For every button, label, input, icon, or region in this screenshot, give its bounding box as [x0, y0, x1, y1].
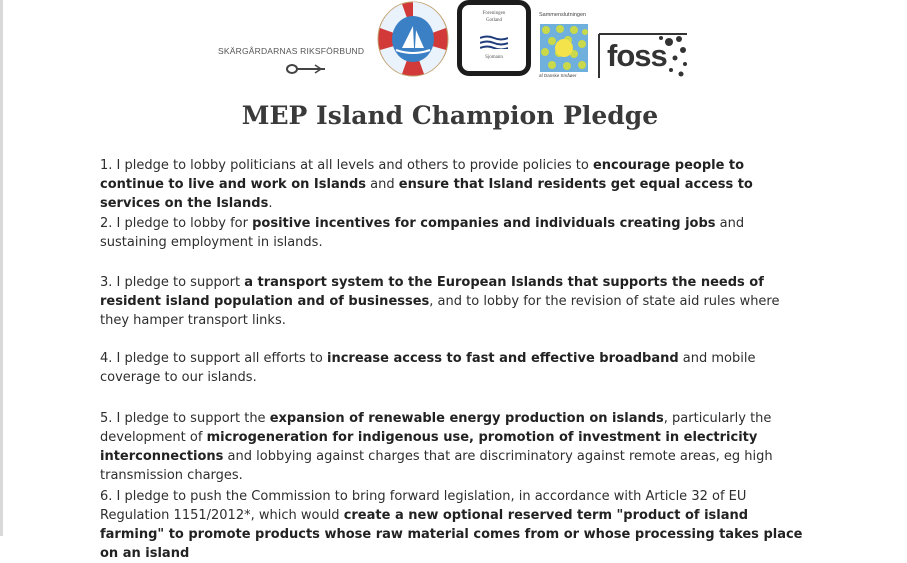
pattern-icon: [540, 24, 588, 72]
pledge-text: , and to lobby for the revision of state aid rules where they hamper transport links.: [100, 294, 780, 328]
danske-logo-bottom-text: af Danske Småøer: [539, 73, 577, 78]
pledge-text: 4. I pledge to support all efforts to: [100, 351, 327, 366]
anchor-icon: [285, 62, 327, 76]
pledge-emphasis: create a new optional reserved term "product of island farming" to promote products whose raw material comes from or whose processing takes place on an island: [100, 508, 803, 561]
pledge-text: and mobile coverage to our islands.: [100, 351, 756, 385]
pledge-text: 2. I pledge to lobby for: [100, 216, 253, 231]
pledge-text: 3. I pledge to support: [100, 275, 245, 290]
pledge-text: and sustaining employment in islands.: [100, 216, 745, 250]
foss-logo: [597, 30, 689, 86]
pledge-emphasis: positive incentives for companies and individuals creating jobs: [252, 216, 716, 231]
pledge-emphasis: encourage people to continue to live and work on Islands: [100, 158, 745, 192]
pledge-item-4: [100, 349, 812, 387]
pledge-item-5: [100, 409, 812, 485]
sjomann-logo-line3: Sjomann: [485, 55, 503, 60]
sjomann-logo-line1: Foreningen: [482, 11, 506, 16]
pledge-text: .: [268, 196, 273, 211]
page-title: MEP Island Champion Pledge: [241, 101, 659, 130]
pledge-text: 6. I pledge to push the Commission to bring forward legislation, in accordance with Article 32 of EU Regulation 1151/2012*, which would: [100, 489, 747, 523]
pledge-emphasis: a transport system to the European Islands that supports the needs of resident island population and of businesses: [100, 275, 764, 309]
foretagsam-skargard-logo: [376, 0, 450, 82]
sjomann-logo-line2: Gotland: [485, 18, 503, 23]
pledge-emphasis: microgeneration for indigenous use, promotion of investment in electricity interconnections: [100, 430, 758, 464]
pledge-text: , particularly the development of: [100, 411, 772, 445]
pledge-text: and: [366, 177, 399, 192]
pledge-item-2: [100, 214, 812, 252]
pledge-item-1: [100, 156, 812, 213]
foss-logo-text: foss: [607, 38, 667, 73]
pledge-text: and lobbying against charges that are discriminatory against remote areas, eg high transmission charges.: [100, 449, 773, 483]
pledge-item-6: [100, 487, 812, 563]
pledge-text: 1. I pledge to lobby politicians at all levels and others to provide policies to: [100, 158, 593, 173]
sjomann-logo: [457, 0, 531, 76]
skargardarnas-logo-text: SKÄRGÅRDARNAS RIKSFÖRBUND: [218, 46, 365, 56]
page-edge: [0, 0, 3, 536]
pledge-text: 5. I pledge to support the: [100, 411, 270, 426]
pledge-emphasis: increase access to fast and effective broadband: [327, 351, 679, 366]
danske-logo-top-text: Sammenslutningen: [539, 12, 587, 18]
pledge-item-3: [100, 273, 812, 330]
pledge-emphasis: expansion of renewable energy production on islands: [269, 411, 664, 426]
lifebuoy-icon: [376, 0, 450, 78]
pledge-emphasis: ensure that Island residents get equal access to services on the Islands: [100, 177, 753, 211]
waves-icon: [480, 35, 508, 49]
